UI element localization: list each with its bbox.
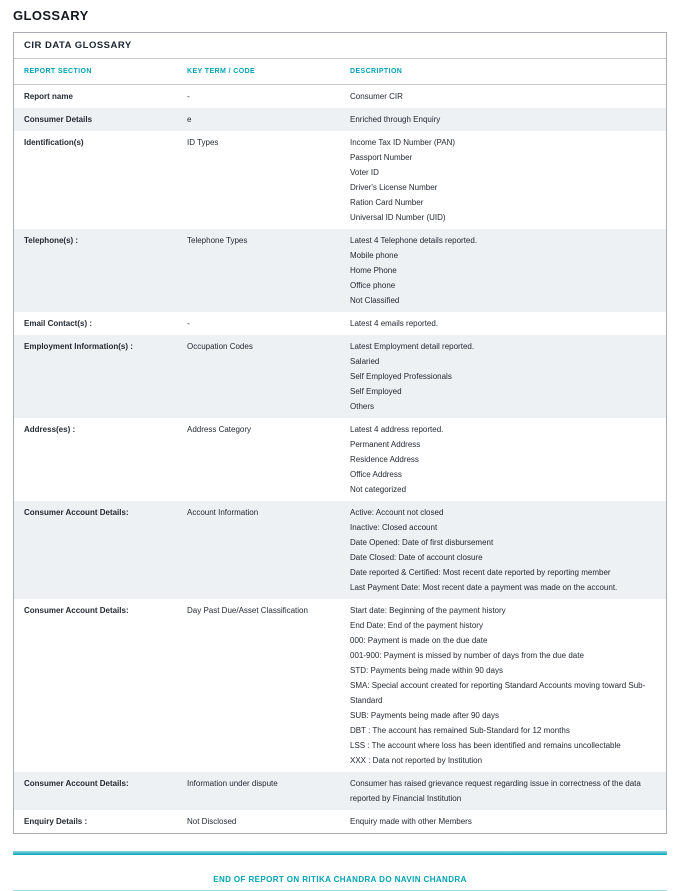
description-line: Date Closed: Date of account closure	[350, 553, 483, 562]
description-line: SMA: Special account created for reporting Standard Accounts moving toward Sub-Standard	[350, 681, 646, 705]
description-line: Date Opened: Date of first disbursement	[350, 538, 494, 547]
key-term-cell: Telephone Types	[187, 236, 248, 245]
description-line: Driver's License Number	[350, 183, 438, 192]
glossary-row	[14, 772, 666, 810]
report-section-cell: Identification(s)	[24, 138, 84, 147]
description-cell	[340, 501, 666, 599]
report-section-cell: Consumer Details	[24, 115, 93, 124]
description-cell	[340, 108, 666, 131]
report-section-cell: Enquiry Details :	[24, 817, 88, 826]
description-line: DBT : The account has remained Sub-Standard for 12 months	[350, 726, 570, 735]
description-line: Voter ID	[350, 168, 379, 177]
key-term-cell: Occupation Codes	[187, 342, 253, 351]
description-line: Residence Address	[350, 455, 419, 464]
key-term-cell: e	[187, 115, 192, 124]
description-line: Not Classified	[350, 296, 400, 305]
glossary-box	[13, 32, 667, 834]
glossary-row	[14, 131, 666, 229]
description-cell	[340, 312, 666, 335]
glossary-row	[14, 108, 666, 131]
description-line: STD: Payments being made within 90 days	[350, 666, 503, 675]
report-section-cell: Telephone(s) :	[24, 236, 79, 245]
glossary-row	[14, 810, 666, 833]
report-section-cell: Consumer Account Details:	[24, 508, 129, 517]
glossary-table	[14, 59, 666, 833]
key-term-cell: -	[187, 319, 190, 328]
col-header-key-term: KEY TERM / CODE	[177, 59, 340, 85]
description-line: Home Phone	[350, 266, 397, 275]
report-section-cell: Email Contact(s) :	[24, 319, 93, 328]
report-section-cell: Consumer Account Details:	[24, 779, 129, 788]
glossary-row	[14, 599, 666, 772]
description-line: Latest 4 Telephone details reported.	[350, 236, 478, 245]
description-line: Mobile phone	[350, 251, 399, 260]
description-cell	[340, 599, 666, 772]
glossary-table-body	[14, 85, 666, 834]
key-term-cell: Account Information	[187, 508, 259, 517]
description-line: Salaried	[350, 357, 380, 366]
description-cell	[340, 335, 666, 418]
key-term-cell: Address Category	[187, 425, 252, 434]
description-line: End Date: End of the payment history	[350, 621, 483, 630]
report-section-cell: Address(es) :	[24, 425, 76, 434]
description-cell	[340, 85, 666, 109]
description-line: Consumer has raised grievance request regarding issue in correctness of the data reported by Financial Institution	[350, 779, 641, 803]
page-title: GLOSSARY	[13, 8, 89, 23]
description-line: Enquiry made with other Members	[350, 817, 472, 826]
key-term-cell: Day Past Due/Asset Classification	[187, 606, 308, 615]
report-footer	[13, 851, 667, 891]
glossary-row	[14, 418, 666, 501]
glossary-header-row	[14, 59, 666, 85]
description-line: Income Tax ID Number (PAN)	[350, 138, 456, 147]
end-of-report-text: END OF REPORT ON RITIKA CHANDRA DO NAVIN CHANDRA	[213, 875, 467, 884]
glossary-row	[14, 335, 666, 418]
glossary-row	[14, 85, 666, 109]
report-section-cell: Employment Information(s) :	[24, 342, 133, 351]
report-section-cell: Consumer Account Details:	[24, 606, 129, 615]
description-line: Inactive: Closed account	[350, 523, 438, 532]
description-line: Consumer CIR	[350, 92, 403, 101]
description-line: Active: Account not closed	[350, 508, 444, 517]
description-cell	[340, 229, 666, 312]
glossary-row	[14, 229, 666, 312]
description-line: Date reported & Certified: Most recent date reported by reporting member	[350, 568, 611, 577]
description-line: Start date: Beginning of the payment history	[350, 606, 506, 615]
description-line: Office phone	[350, 281, 396, 290]
description-line: 000: Payment is made on the due date	[350, 636, 488, 645]
description-line: SUB: Payments being made after 90 days	[350, 711, 499, 720]
description-line: Not categorized	[350, 485, 407, 494]
footer-divider-bar	[13, 851, 667, 855]
description-line: Self Employed Professionals	[350, 372, 452, 381]
description-line: Others	[350, 402, 375, 411]
description-line: 001-900: Payment is missed by number of days from the due date	[350, 651, 584, 660]
description-line: Latest Employment detail reported.	[350, 342, 475, 351]
col-header-description: DESCRIPTION	[340, 59, 666, 85]
description-cell	[340, 810, 666, 833]
description-line: Universal ID Number (UID)	[350, 213, 446, 222]
report-section-cell: Report name	[24, 92, 73, 101]
description-cell	[340, 772, 666, 810]
description-line: Latest 4 address reported.	[350, 425, 444, 434]
description-line: XXX : Data not reported by Institution	[350, 756, 483, 765]
description-line: Latest 4 emails reported.	[350, 319, 439, 328]
glossary-table-header	[14, 59, 666, 85]
description-line: Self Employed	[350, 387, 402, 396]
key-term-cell: -	[187, 92, 190, 101]
description-line: Office Address	[350, 470, 402, 479]
description-line: Last Payment Date: Most recent date a payment was made on the account.	[350, 583, 618, 592]
glossary-box-title: CIR DATA GLOSSARY	[14, 33, 666, 59]
description-line: LSS : The account where loss has been identified and remains uncollectable	[350, 741, 621, 750]
description-line: Enriched through Enquiry	[350, 115, 441, 124]
col-header-report-section: REPORT SECTION	[14, 59, 177, 85]
glossary-row	[14, 312, 666, 335]
key-term-cell: Information under dispute	[187, 779, 278, 788]
description-line: Ration Card Number	[350, 198, 424, 207]
description-line: Passport Number	[350, 153, 413, 162]
key-term-cell: ID Types	[187, 138, 219, 147]
glossary-row	[14, 501, 666, 599]
key-term-cell: Not Disclosed	[187, 817, 237, 826]
description-cell	[340, 418, 666, 501]
description-line: Permanent Address	[350, 440, 421, 449]
description-cell	[340, 131, 666, 229]
